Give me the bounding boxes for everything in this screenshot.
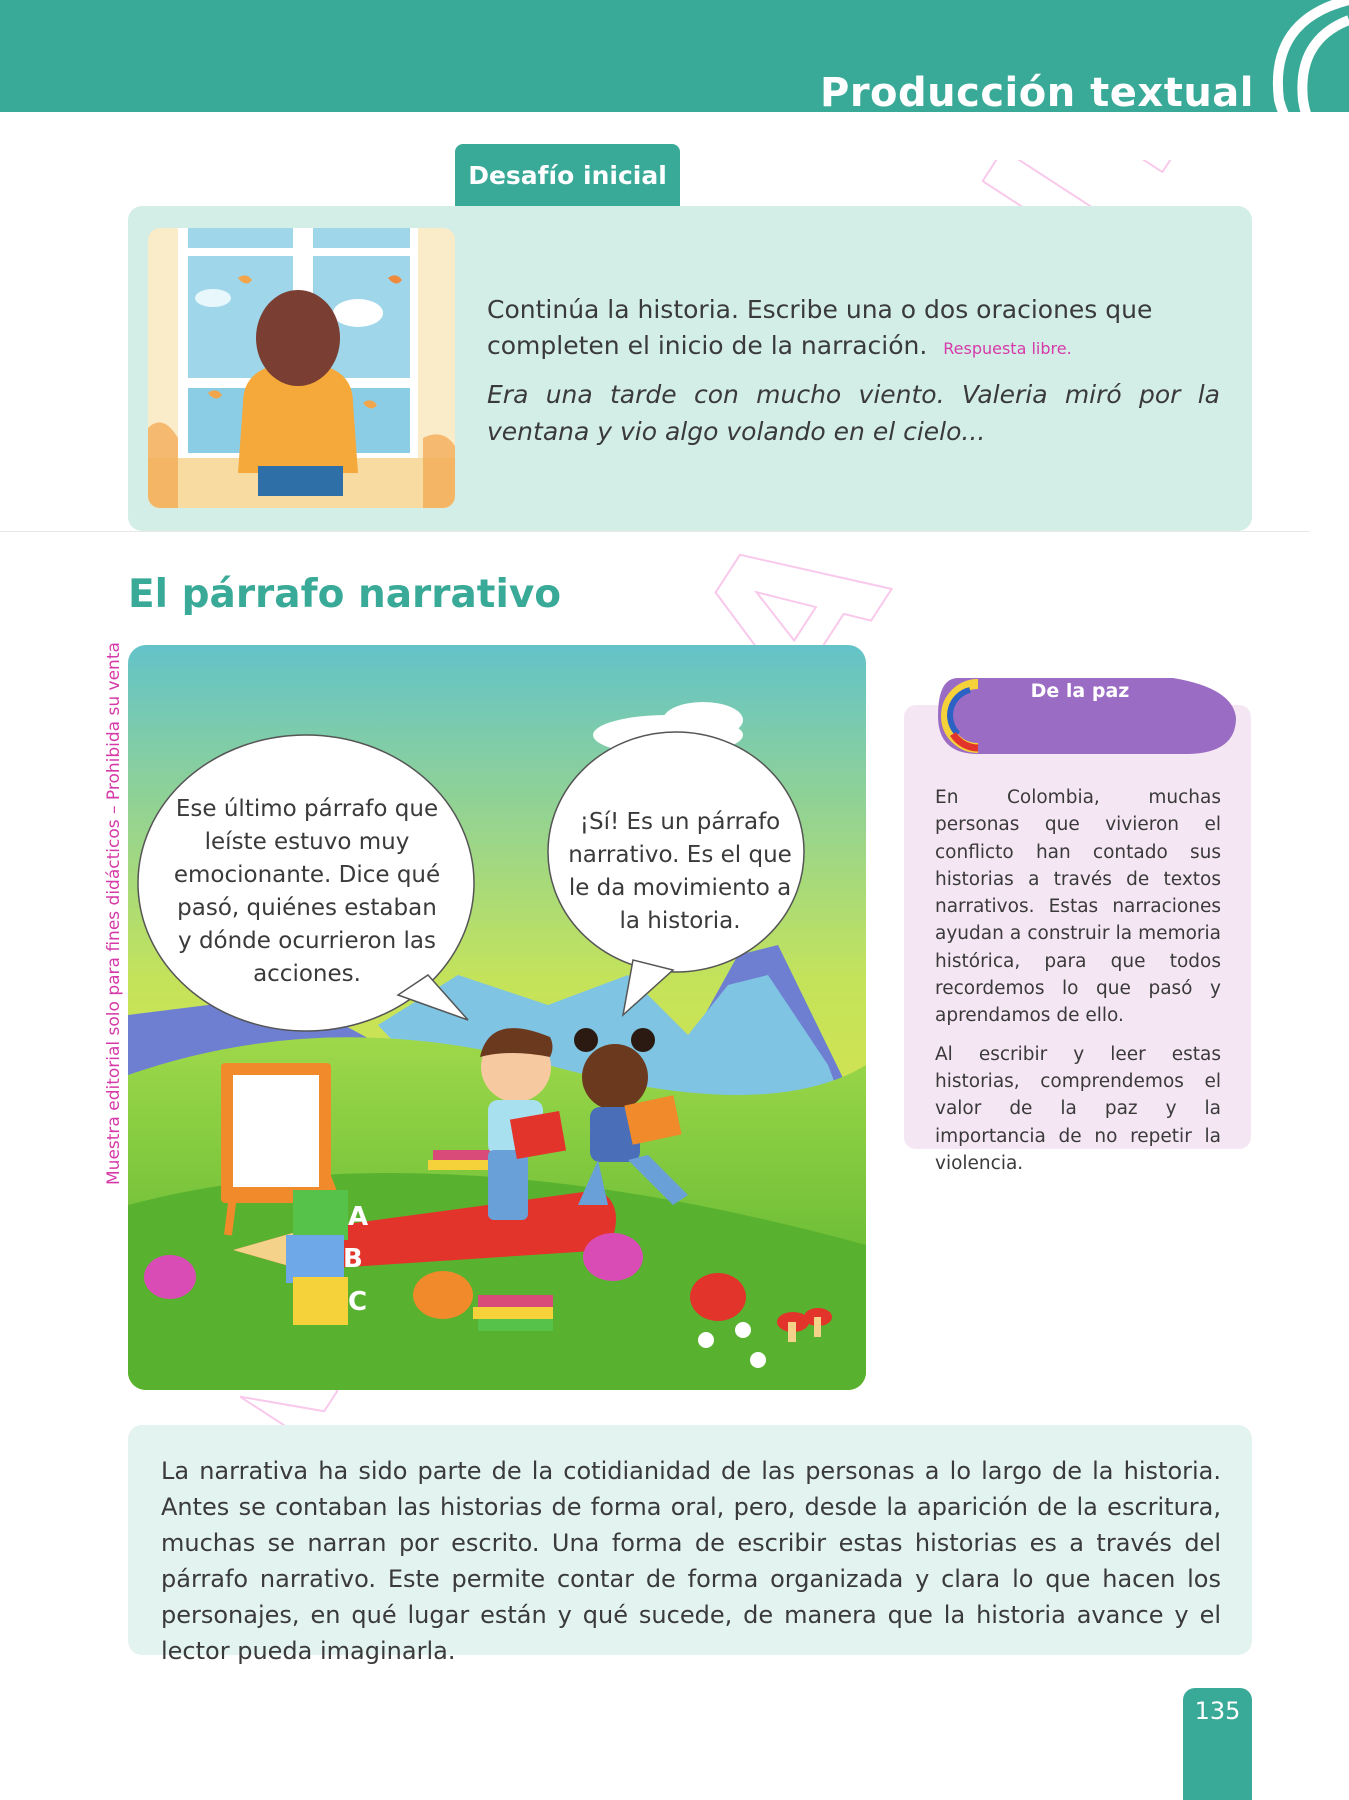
window-girl-illustration (148, 228, 455, 508)
narrative-text: La narrativa ha sido parte de la cotidianidad de las personas a lo largo de la historia. Antes se contaban las historias de forma oral, pero, desde la aparición de la escritura, muchas se narran por escrito. Una forma de escribir estas historias es a través del párrafo narrativo. Este permite contar de forma organizada y clara lo que hacen los personajes, en qué lugar están y qué sucede, de manera que la historia avance y el lector pueda imaginarla. (161, 1457, 1221, 1665)
page-number: 135 (1194, 1697, 1241, 1725)
header-decoration (1239, 0, 1349, 150)
answer-note: Respuesta libre. (943, 339, 1072, 358)
desafio-instruction (487, 292, 1220, 367)
block-letter-b: B (343, 1244, 363, 1274)
page-header-title: Producción textual (820, 70, 1254, 116)
paz-paragraph-1: En Colombia, muchas personas que vivieron el conflicto han contado sus historias a través de textos narrativos. Estas narraciones ayudan a construir la memoria histórica, para que todos recordemos lo que pasó y aprendamos de ello. (935, 787, 1221, 1027)
paz-body (935, 784, 1221, 1177)
paz-title: De la paz (1030, 680, 1130, 702)
desafio-tab: Desafío inicial (455, 144, 680, 206)
speech-bubble-left: Ese último párrafo que leíste estuvo muy emocionante. Dice qué pasó, quiénes estaban y dónde ocurrieron las acciones. (173, 796, 441, 987)
block-letter-a: A (348, 1202, 369, 1232)
children-reading-illustration (128, 645, 866, 1390)
instruction-text: Continúa la historia. Escribe una o dos oraciones que completen el inicio de la narración. (487, 295, 1153, 360)
desafio-story: Era una tarde con mucho viento. Valeria miró por la ventana y vio algo volando en el cielo... (487, 380, 1220, 446)
side-note: Muestra editorial solo para fines didácticos – Prohibida su venta (104, 642, 124, 1185)
speech-bubble-right: ¡Sí! Es un párrafo narrativo. Es el que le da movimiento a la historia. (568, 809, 792, 934)
paz-paragraph-2: Al escribir y leer estas historias, comprendemos el valor de la paz y la importancia de no repetir la violencia. (935, 1043, 1221, 1174)
divider (0, 531, 1310, 532)
section-title: El párrafo narrativo (128, 572, 562, 617)
block-letter-c: C (348, 1287, 368, 1317)
